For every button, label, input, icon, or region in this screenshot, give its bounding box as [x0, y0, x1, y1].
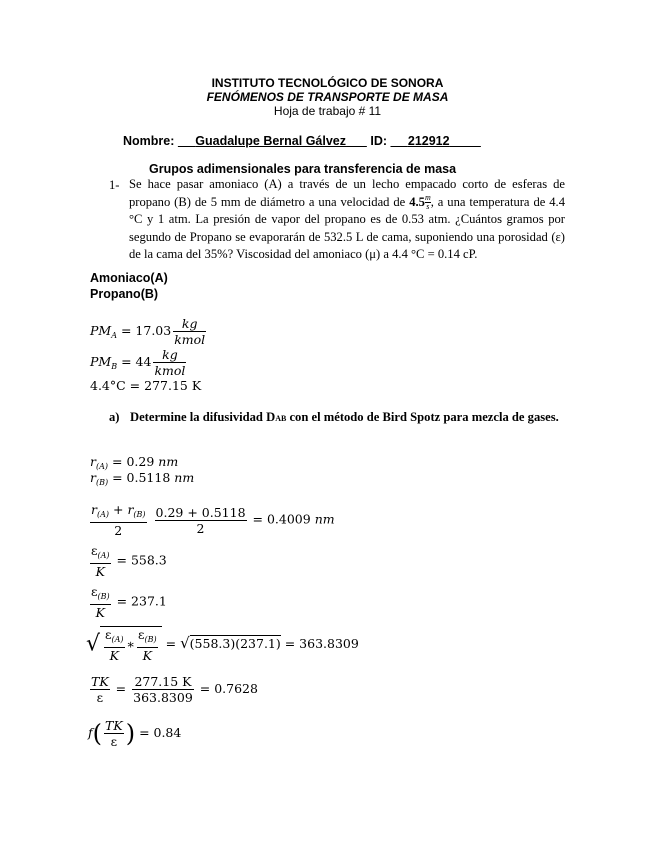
velocity-unit: $\frac{m}{s}$ [424, 193, 431, 212]
institution-title: INSTITUTO TECNOLÓGICO DE SONORA [211, 76, 444, 90]
problem-text-part1: Se hace pasar amoniaco (A) a través de un lecho empacado corto de esferas de propano (B) de 5 mm de diámetro a una velocidad de [129, 177, 565, 209]
section-title: Grupos adimensionales para transferencia de masa [149, 162, 457, 176]
eq-eps-ab: √ $\frac{\varepsilon_{(A)}}{K}$ ∗ $\frac{\varepsilon_{(B)}}{K}$ = √(558.3)(237.1) = 363.8309 [86, 627, 359, 663]
name-label: Nombre: [123, 134, 175, 148]
problem-text [129, 176, 565, 264]
student-name: Guadalupe Bernal Gálvez [195, 134, 347, 148]
eq-eps-b: $\frac{\varepsilon_{(B)}}{K}$ = 237.1 [91, 584, 167, 620]
eq-r-a: $r_{(A)} = 0.29$ nm [90, 454, 179, 471]
course-title: FENÓMENOS DE TRANSPORTE DE MASA [206, 90, 449, 104]
species-a: Amoniaco(A) [90, 271, 168, 285]
eq-r-average: $\frac{r_{(A)} + r_{(B)}}{2}$ $\frac{0.29 + 0.5118}{2}$ = 0.4009 nm [91, 502, 335, 538]
student-id: 212912 [407, 134, 450, 148]
part-a-text: Determine la difusividad DAB con el método de Bird Spotz para mezcla de gases. [130, 410, 559, 424]
eq-r-b: $r_{(B)} = 0.5118$ nm [90, 470, 195, 487]
eq-f: f( $\frac{TK}{\varepsilon}$ ) = 0.84 [88, 718, 182, 749]
eq-tk: $\frac{TK}{\varepsilon}$ = $\frac{277.15 K}{363.8309}$ = 0.7628 [91, 674, 258, 705]
velocity-value: 4.5 [409, 194, 425, 209]
sheet-title: Hoja de trabajo # 11 [273, 104, 382, 118]
eq-temperature: 4.4°C = 277.15 K [90, 378, 202, 393]
eq-pm-a: $PM_A = 17.03$ $\frac{kg}{\text{kmol}}$ [90, 316, 206, 347]
eq-eps-a: $\frac{\varepsilon_{(A)}}{K}$ = 558.3 [91, 543, 167, 579]
student-line [123, 134, 481, 148]
id-label: ID: [370, 134, 388, 148]
problem-text-part2: , a una temperatura de 4.4 °C y 1 atm. La presión de vapor del propano es de 0.53 atm. ¿Cuántos gramos por segundo de Propano se evaporarán de 532.5 L de cama, suponiendo una porosidad (ε) de la cama del 35%? Viscosidad del amoniaco (μ) a 4.4 °C = 0.14 cP. [129, 194, 565, 262]
species-b: Propano(B) [90, 287, 159, 301]
part-a-label: a) [109, 410, 120, 424]
eq-pm-b: $PM_B = 44$ $\frac{kg}{\text{kmol}}$ [90, 347, 186, 378]
problem-number: 1- [109, 178, 120, 192]
